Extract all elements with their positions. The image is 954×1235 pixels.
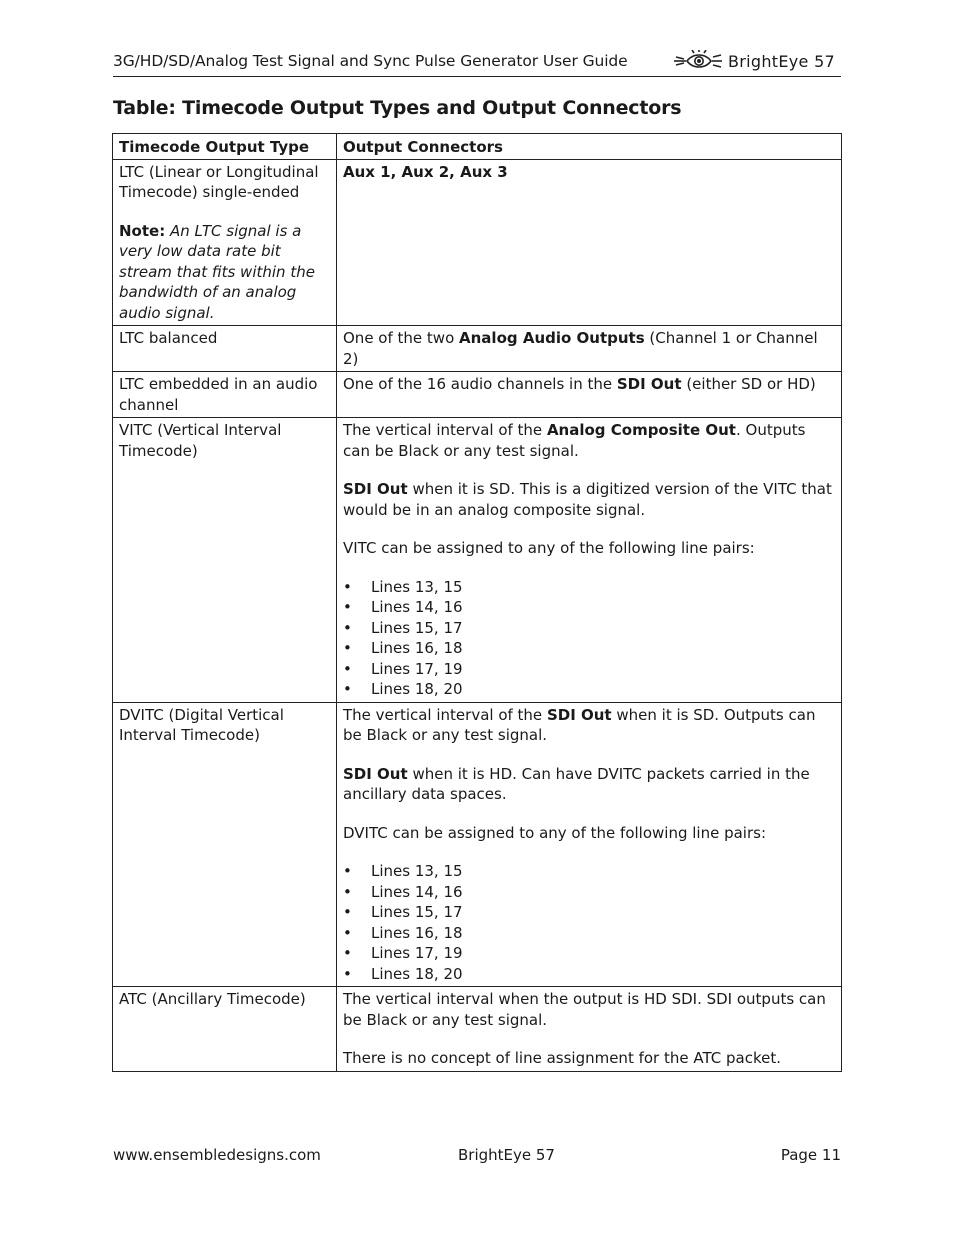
paragraph: SDI Out when it is SD. This is a digitized version of the VITC that would be in an analog composite signal. — [343, 480, 832, 519]
type-text: LTC (Linear or Longitudinal Timecode) single-ended — [119, 162, 319, 201]
table-row — [113, 372, 842, 418]
cell-type: VITC (Vertical Interval Timecode) — [113, 418, 337, 703]
cell-type: DVITC (Digital Vertical Interval Timecode) — [113, 702, 337, 987]
table-row — [113, 418, 842, 703]
bullet-icon: • — [343, 903, 352, 921]
list-item: • Lines 17, 19 — [343, 944, 463, 962]
logo-text: BrightEye 57 — [728, 51, 836, 71]
list-item: • Lines 18, 20 — [343, 680, 463, 698]
cell-type: ATC (Ancillary Timecode) — [113, 987, 337, 1072]
cell-type: LTC embedded in an audio channel — [113, 372, 337, 418]
connectors-text: One of the two — [343, 329, 460, 347]
bullet-icon: • — [343, 577, 352, 596]
bullet-icon: • — [343, 659, 352, 678]
note-text: An LTC signal is a very low data rate bit stream that fits within the bandwidth of an analog audio signal. — [119, 221, 315, 322]
bullet-icon: • — [343, 598, 352, 616]
bullet-icon: • — [343, 680, 352, 698]
paragraph: VITC can be assigned to any of the following line pairs: — [343, 539, 755, 557]
list-item: • Lines 14, 16 — [343, 882, 463, 901]
cell-type: LTC balanced — [113, 326, 337, 372]
bullet-icon: • — [343, 944, 352, 962]
cell-connectors — [337, 326, 842, 372]
list-item: • Lines 13, 15 — [343, 577, 463, 596]
table-row — [113, 159, 842, 326]
paragraph: DVITC can be assigned to any of the following line pairs: — [343, 823, 767, 842]
column-header-connectors: Output Connectors — [337, 134, 842, 160]
cell-connectors — [337, 987, 842, 1072]
table-title: Table: Timecode Output Types and Output Connectors — [113, 97, 682, 119]
cell-connectors — [337, 418, 842, 703]
header-divider — [113, 76, 841, 77]
brand-logo — [672, 49, 835, 73]
table-header-row — [113, 134, 842, 160]
list-item: • Lines 18, 20 — [343, 964, 463, 983]
cell-connectors — [337, 372, 842, 418]
list-item: • Lines 15, 17 — [343, 618, 463, 637]
eye-logo-icon — [672, 50, 724, 72]
paragraph: SDI Out when it is HD. Can have DVITC packets carried in the ancillary data spaces. — [343, 764, 810, 803]
column-header-type: Timecode Output Type — [113, 134, 337, 160]
note-label: Note: — [119, 221, 166, 240]
bullet-icon: • — [343, 618, 352, 637]
paragraph: The vertical interval of the SDI Out when it is SD. Outputs can be Black or any test signal. — [343, 705, 816, 744]
cell-connectors — [337, 159, 842, 326]
connectors-text: One of the 16 audio channels in the — [343, 375, 617, 393]
paragraph: The vertical interval of the Analog Composite Out. Outputs can be Black or any test signal. — [343, 421, 806, 460]
list-item: • Lines 13, 15 — [343, 862, 463, 880]
cell-type — [113, 159, 337, 326]
list-item: • Lines 16, 18 — [343, 639, 463, 657]
connectors-bold: SDI Out — [616, 375, 682, 393]
timecode-table — [112, 133, 842, 1072]
footer-page-number: Page 11 — [780, 1146, 841, 1164]
bullet-icon: • — [343, 862, 352, 880]
bullet-icon: • — [343, 923, 352, 942]
paragraph: The vertical interval when the output is HD SDI. SDI outputs can be Black or any test signal. — [343, 990, 826, 1029]
note — [119, 221, 330, 324]
header-title: 3G/HD/SD/Analog Test Signal and Sync Pulse Generator User Guide — [113, 52, 628, 70]
connectors-text: (Channel 1 or Channel 2) — [343, 329, 818, 368]
list-item: • Lines 16, 18 — [343, 923, 463, 942]
bullet-icon: • — [343, 964, 352, 983]
connectors-bold: Analog Audio Outputs — [459, 329, 645, 347]
footer-product: BrightEye 57 — [458, 1146, 555, 1164]
table-row — [113, 326, 842, 372]
list-item: • Lines 17, 19 — [343, 659, 463, 678]
list-item: • Lines 14, 16 — [343, 598, 463, 616]
cell-connectors — [337, 702, 842, 987]
paragraph: There is no concept of line assignment for the ATC packet. — [343, 1049, 781, 1067]
table-row — [113, 702, 842, 987]
connectors-text: (either SD or HD) — [681, 375, 816, 393]
table-row — [113, 987, 842, 1072]
connectors-text: Aux 1, Aux 2, Aux 3 — [343, 162, 508, 181]
bullet-icon: • — [343, 639, 352, 657]
list-item: • Lines 15, 17 — [343, 903, 463, 921]
footer-website: www.ensembledesigns.com — [113, 1146, 321, 1164]
bullet-icon: • — [343, 882, 352, 901]
